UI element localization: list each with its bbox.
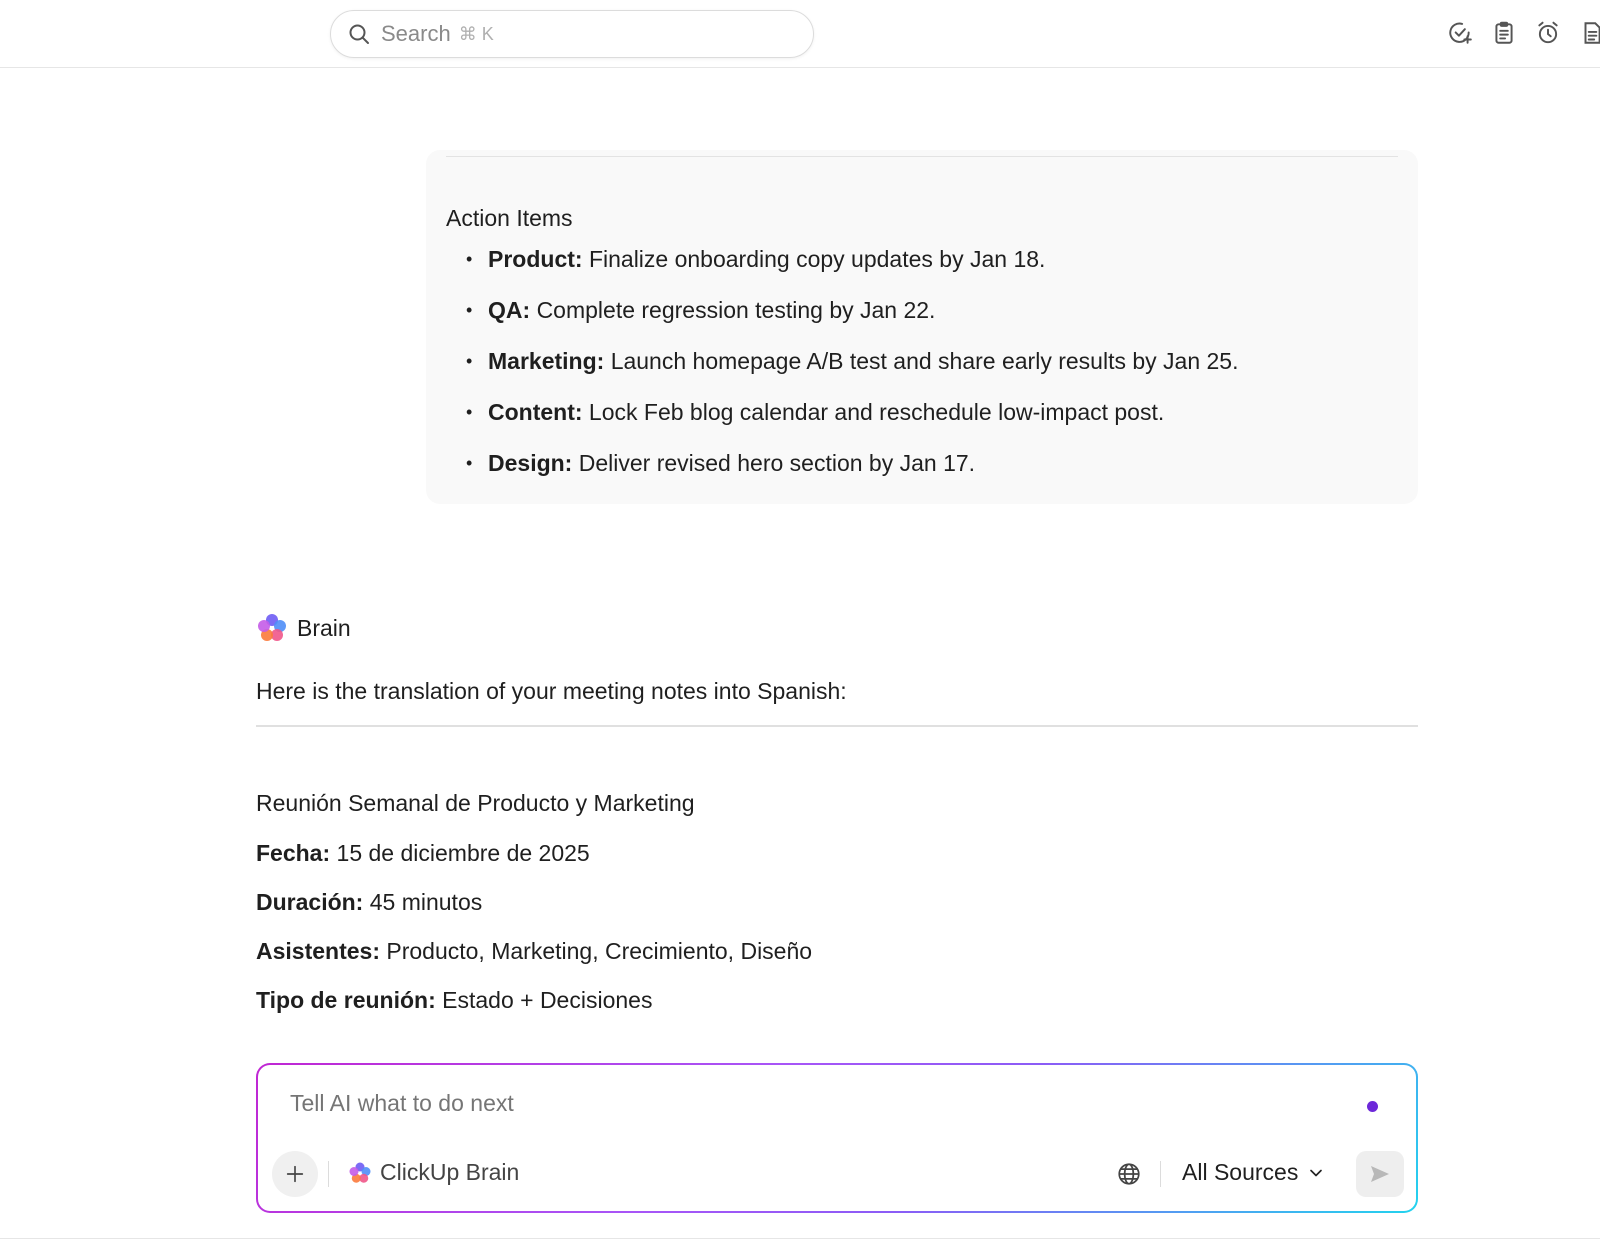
search-shortcut: ⌘ K (458, 23, 494, 44)
document-icon[interactable] (1578, 19, 1600, 47)
send-icon (1368, 1162, 1392, 1186)
ai-composer (256, 1063, 1418, 1213)
list-item (470, 295, 1238, 346)
sources-dropdown[interactable] (1182, 1159, 1326, 1186)
doc-field (256, 938, 812, 987)
item-text: Launch homepage A/B test and share early results by Jan 25. (610, 348, 1239, 374)
add-attachment-button[interactable] (272, 1151, 318, 1197)
status-dot-icon (1367, 1101, 1378, 1112)
top-bar (0, 0, 1600, 68)
action-items-list (470, 244, 1238, 499)
list-item (470, 346, 1238, 397)
divider (328, 1161, 329, 1187)
model-label: ClickUp Brain (380, 1159, 520, 1185)
item-text: Lock Feb blog calendar and reschedule low-impact post. (588, 399, 1165, 425)
list-item (470, 244, 1238, 295)
model-selector-button[interactable] (348, 1159, 519, 1186)
field-value: Producto, Marketing, Crecimiento, Diseño (386, 938, 813, 964)
item-text: Complete regression testing by Jan 22. (536, 297, 936, 323)
translated-notes (256, 790, 812, 1036)
doc-field (256, 840, 812, 889)
brain-logo-icon (256, 612, 288, 644)
field-label: Duración: (256, 889, 364, 915)
list-item (470, 397, 1238, 448)
prompt-input[interactable] (290, 1090, 1290, 1117)
doc-title: Reunión Semanal de Producto y Marketing (256, 790, 695, 816)
divider (1160, 1161, 1161, 1187)
item-text: Deliver revised hero section by Jan 17. (578, 450, 976, 476)
search-placeholder: Search (381, 21, 451, 46)
chevron-down-icon (1306, 1163, 1326, 1183)
toolbar-icons (1446, 19, 1600, 47)
item-label: Product: (488, 246, 583, 272)
item-text: Finalize onboarding copy updates by Jan 18. (588, 246, 1046, 272)
bubble-divider (446, 156, 1398, 157)
search-icon (347, 22, 371, 46)
field-value: Estado + Decisiones (442, 987, 653, 1013)
field-label: Fecha: (256, 840, 331, 866)
item-label: Design: (488, 450, 573, 476)
doc-field (256, 987, 812, 1036)
field-value: 15 de diciembre de 2025 (336, 840, 590, 866)
field-label: Asistentes: (256, 938, 380, 964)
author-name: Brain (297, 614, 351, 641)
bottom-border (0, 1238, 1600, 1239)
response-author (256, 612, 351, 644)
search-bar[interactable] (330, 10, 814, 58)
field-value: 45 minutos (369, 889, 483, 915)
doc-field (256, 889, 812, 938)
sources-label: All Sources (1182, 1159, 1299, 1185)
field-label: Tipo de reunión: (256, 987, 436, 1013)
response-intro: Here is the translation of your meeting notes into Spanish: (256, 678, 847, 704)
brain-logo-icon (348, 1161, 372, 1185)
globe-icon[interactable] (1116, 1161, 1142, 1187)
item-label: Marketing: (488, 348, 605, 374)
item-label: Content: (488, 399, 583, 425)
clipboard-icon[interactable] (1490, 19, 1517, 47)
user-message-bubble (426, 150, 1418, 504)
response-divider (256, 725, 1418, 727)
list-item (470, 448, 1238, 499)
send-button[interactable] (1356, 1151, 1404, 1197)
task-check-icon[interactable] (1446, 19, 1473, 47)
item-label: QA: (488, 297, 531, 323)
action-items-heading: Action Items (446, 205, 573, 231)
plus-icon (284, 1163, 306, 1185)
composer-body (258, 1065, 1416, 1211)
alarm-clock-icon[interactable] (1534, 19, 1561, 47)
